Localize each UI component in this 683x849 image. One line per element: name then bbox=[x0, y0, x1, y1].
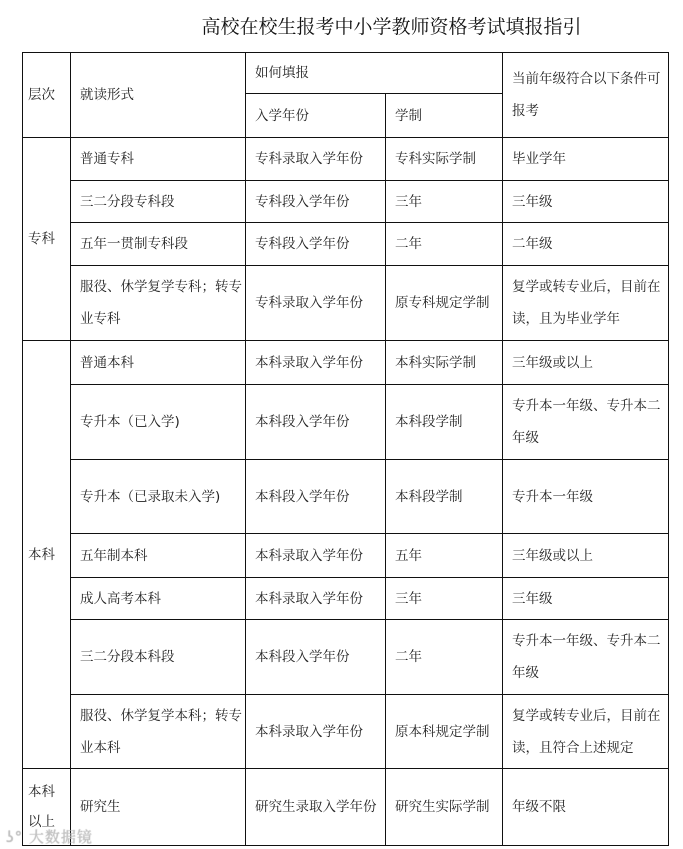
system-cell: 本科段学制 bbox=[386, 385, 503, 460]
system-cell: 专科实际学制 bbox=[386, 138, 503, 181]
system-cell: 二年 bbox=[386, 223, 503, 266]
table-row bbox=[23, 385, 669, 460]
header-year: 入学年份 bbox=[246, 94, 386, 138]
page-title: 高校在校生报考中小学教师资格考试填报指引 bbox=[201, 16, 582, 38]
year-cell: 专科录取入学年份 bbox=[246, 266, 386, 341]
system-cell: 三年 bbox=[386, 578, 503, 620]
condition-cell: 专升本一年级、专升本二年级 bbox=[503, 385, 669, 460]
condition-cell: 复学或转专业后，目前在读，且为毕业学年 bbox=[503, 266, 669, 341]
table-row bbox=[23, 620, 669, 695]
watermark-logo: ʖ° 大数据镜 bbox=[6, 828, 93, 846]
system-cell: 研究生实际学制 bbox=[386, 769, 503, 846]
year-cell: 本科录取入学年份 bbox=[246, 695, 386, 769]
year-cell: 本科段入学年份 bbox=[246, 385, 386, 460]
level-cell: 本科以上 bbox=[23, 769, 71, 846]
header-form: 就读形式 bbox=[71, 53, 246, 138]
level-cell: 本科 bbox=[23, 341, 71, 769]
system-cell: 本科实际学制 bbox=[386, 341, 503, 385]
form-cell: 专升本（已入学) bbox=[71, 385, 246, 460]
table-row bbox=[23, 534, 669, 578]
form-cell: 专升本（已录取未入学) bbox=[71, 460, 246, 534]
year-cell: 本科录取入学年份 bbox=[246, 341, 386, 385]
table-row bbox=[23, 769, 669, 846]
header-condition: 当前年级符合以下条件可报考 bbox=[503, 53, 669, 138]
form-cell: 三二分段专科段 bbox=[71, 181, 246, 223]
condition-cell: 二年级 bbox=[503, 223, 669, 266]
table-row bbox=[23, 266, 669, 341]
header-system: 学制 bbox=[386, 94, 503, 138]
form-cell: 普通专科 bbox=[71, 138, 246, 181]
form-cell: 服役、休学复学本科；转专业本科 bbox=[71, 695, 246, 769]
form-cell: 五年一贯制专科段 bbox=[71, 223, 246, 266]
header-level: 层次 bbox=[23, 53, 71, 138]
table-row bbox=[23, 138, 669, 181]
year-cell: 本科录取入学年份 bbox=[246, 578, 386, 620]
table-row bbox=[23, 578, 669, 620]
form-cell: 五年制本科 bbox=[71, 534, 246, 578]
condition-cell: 三年级或以上 bbox=[503, 534, 669, 578]
condition-cell: 专升本一年级 bbox=[503, 460, 669, 534]
system-cell: 三年 bbox=[386, 181, 503, 223]
system-cell: 本科段学制 bbox=[386, 460, 503, 534]
header-how: 如何填报 bbox=[246, 53, 503, 94]
condition-cell: 复学或转专业后，目前在读，且符合上述规定 bbox=[503, 695, 669, 769]
table-row bbox=[23, 341, 669, 385]
system-cell: 五年 bbox=[386, 534, 503, 578]
form-cell: 三二分段本科段 bbox=[71, 620, 246, 695]
year-cell: 本科段入学年份 bbox=[246, 620, 386, 695]
table-row bbox=[23, 181, 669, 223]
table-row bbox=[23, 460, 669, 534]
condition-cell: 专升本一年级、专升本二年级 bbox=[503, 620, 669, 695]
condition-cell: 三年级 bbox=[503, 578, 669, 620]
condition-cell: 三年级或以上 bbox=[503, 341, 669, 385]
condition-cell: 毕业学年 bbox=[503, 138, 669, 181]
guide-table bbox=[22, 52, 669, 846]
system-cell: 原专科规定学制 bbox=[386, 266, 503, 341]
year-cell: 研究生录取入学年份 bbox=[246, 769, 386, 846]
year-cell: 专科段入学年份 bbox=[246, 181, 386, 223]
level-cell: 专科 bbox=[23, 138, 71, 341]
form-cell: 服役、休学复学专科；转专业专科 bbox=[71, 266, 246, 341]
year-cell: 本科录取入学年份 bbox=[246, 534, 386, 578]
table-row bbox=[23, 695, 669, 769]
form-cell: 普通本科 bbox=[71, 341, 246, 385]
year-cell: 专科段入学年份 bbox=[246, 223, 386, 266]
condition-cell: 年级不限 bbox=[503, 769, 669, 846]
year-cell: 专科录取入学年份 bbox=[246, 138, 386, 181]
form-cell: 研究生 bbox=[71, 769, 246, 846]
form-cell: 成人高考本科 bbox=[71, 578, 246, 620]
system-cell: 原本科规定学制 bbox=[386, 695, 503, 769]
system-cell: 二年 bbox=[386, 620, 503, 695]
condition-cell: 三年级 bbox=[503, 181, 669, 223]
table-row bbox=[23, 223, 669, 266]
year-cell: 本科段入学年份 bbox=[246, 460, 386, 534]
